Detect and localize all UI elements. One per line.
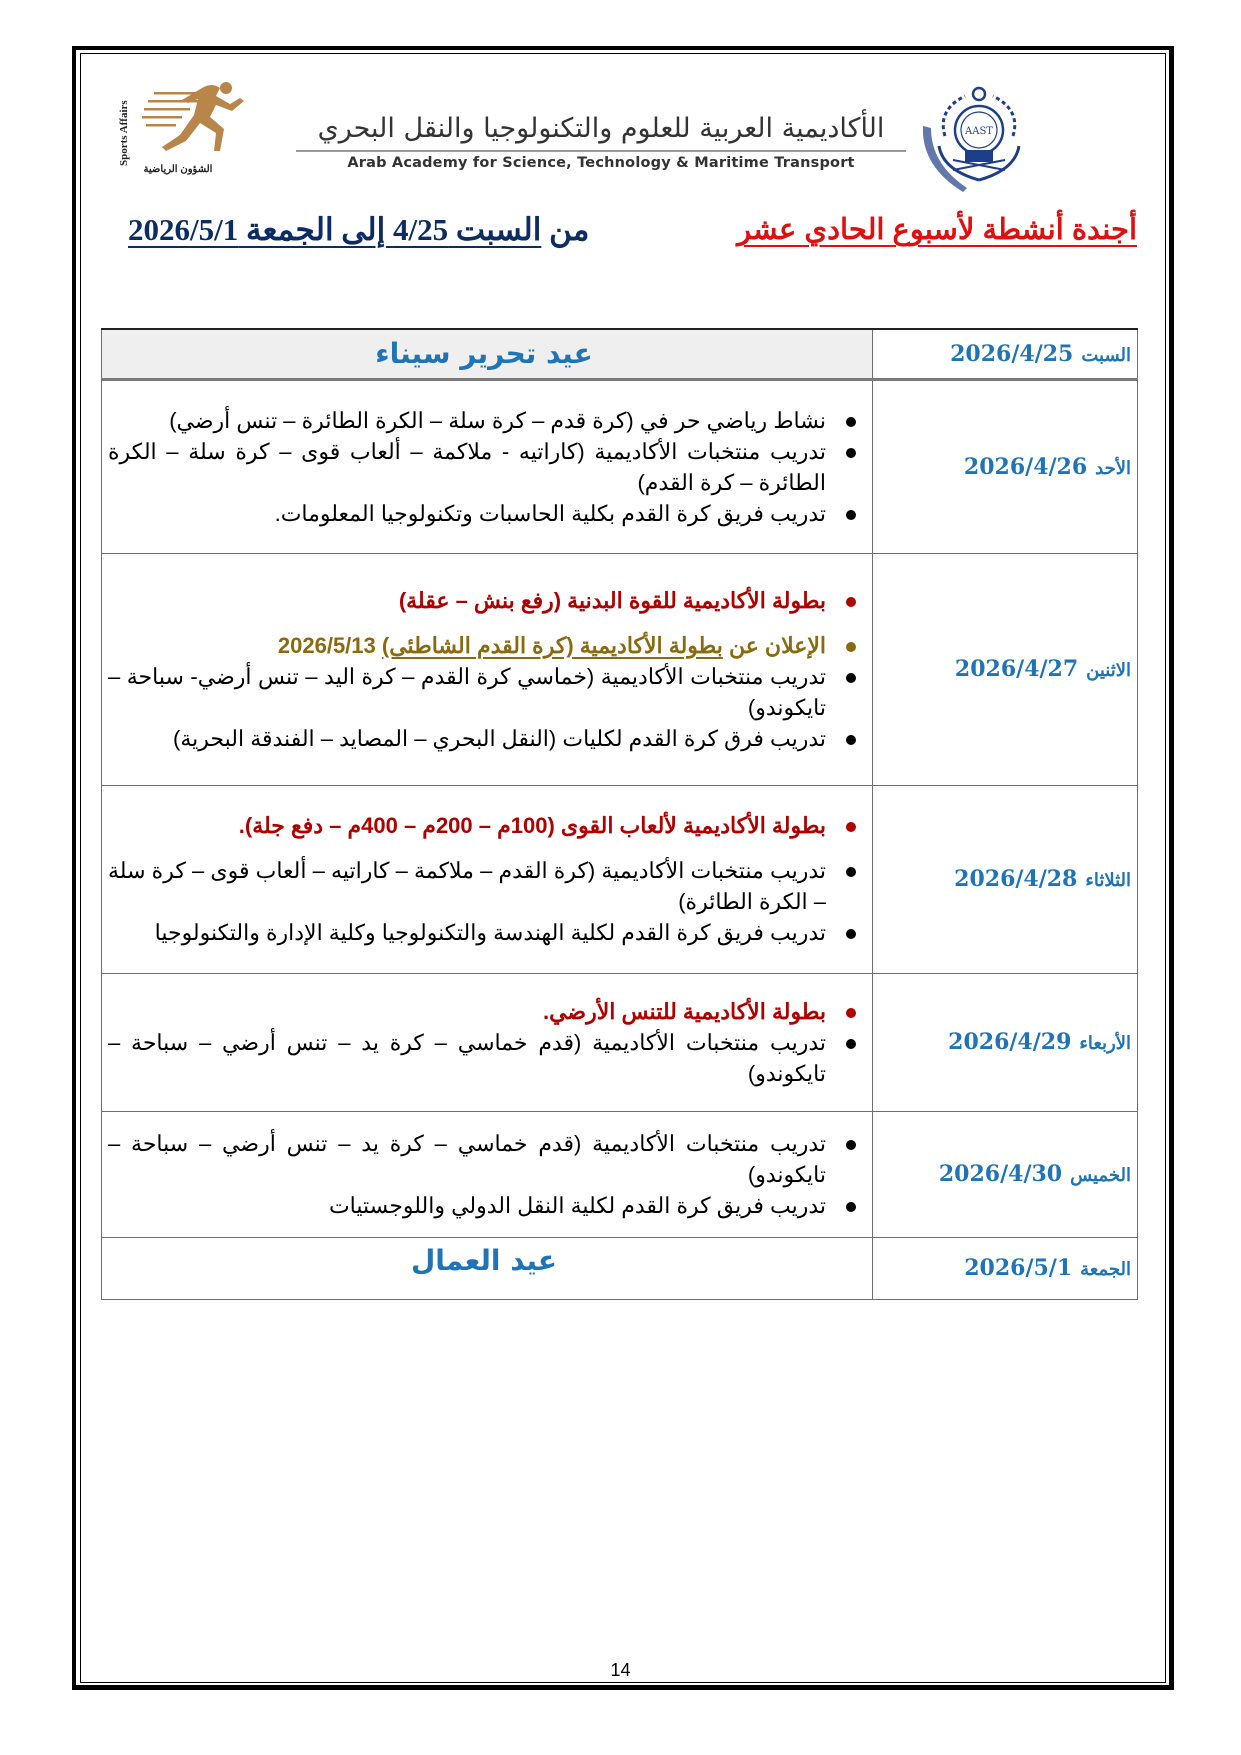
academy-emblem-icon xyxy=(915,86,1035,198)
activities-cell xyxy=(102,379,873,553)
holiday-cell: عيد العمال xyxy=(102,1237,873,1299)
schedule-row-saturday xyxy=(102,329,1138,379)
activities-cell xyxy=(102,1111,873,1237)
date-range-prefix: من xyxy=(541,212,590,247)
day-cell xyxy=(873,1111,1138,1237)
announcement-prefix: الإعلان عن xyxy=(722,632,826,658)
day-name: الأحد xyxy=(1095,457,1131,479)
day-date: 2026/4/30 xyxy=(938,1161,1063,1187)
activity-item: تدريب فريق كرة القدم بكلية الحاسبات وتكنولوجيا المعلومات. xyxy=(108,498,826,529)
schedule-row-sunday xyxy=(102,379,1138,553)
academy-name-en: Arab Academy for Science, Technology & Maritime Transport xyxy=(347,155,855,171)
activity-item: تدريب منتخبات الأكاديمية (كرة القدم – ملاكمة – كاراتيه – ألعاب قوى – كرة سلة – الكرة الطائرة) xyxy=(108,855,826,917)
day-date: 2026/4/27 xyxy=(954,656,1079,682)
day-name: الجمعة xyxy=(1080,1259,1131,1280)
activity-list xyxy=(108,1128,860,1221)
championship-item: بطولة الأكاديمية للتنس الأرضي. xyxy=(108,996,826,1027)
svg-text:AAST: AAST xyxy=(965,126,993,137)
schedule-row-monday xyxy=(102,553,1138,785)
schedule-row-thursday xyxy=(102,1111,1138,1237)
day-cell xyxy=(873,973,1138,1111)
activity-item: تدريب فرق كرة القدم لكليات (النقل البحري – المصايد – الفندقة البحرية) xyxy=(108,723,826,754)
runner-icon xyxy=(132,78,272,168)
activity-item: نشاط رياضي حر في (كرة قدم – كرة سلة – الكرة الطائرة – تنس أرضي) xyxy=(108,405,826,436)
activity-list xyxy=(108,996,860,1089)
date-range-from: السبت 4/25 xyxy=(392,212,542,247)
announcement-item xyxy=(108,630,826,661)
academy-name-divider xyxy=(296,150,906,152)
day-name: الاثنين xyxy=(1086,660,1131,681)
schedule-row-tuesday xyxy=(102,785,1138,973)
schedule-row-wednesday xyxy=(102,973,1138,1111)
championship-item: بطولة الأكاديمية لألعاب القوى (100م – 200م – 400م – دفع جلة). xyxy=(108,810,826,841)
activity-item: تدريب فريق كرة القدم لكلية النقل الدولي واللوجستيات xyxy=(108,1190,826,1221)
activity-list xyxy=(108,405,860,529)
day-date: 2026/4/25 xyxy=(950,340,1074,367)
day-date: 2026/5/1 xyxy=(964,1255,1073,1281)
sports-affairs-label-en: Sports Affairs xyxy=(118,100,130,166)
activities-cell xyxy=(102,785,873,973)
day-date: 2026/4/26 xyxy=(963,453,1088,480)
day-name: الخميس xyxy=(1070,1165,1131,1186)
day-name: السبت xyxy=(1081,344,1131,366)
date-range-to: إلى الجمعة 2026/5/1 xyxy=(128,212,393,247)
activity-list xyxy=(108,585,860,754)
activity-item: تدريب منتخبات الأكاديمية (خماسي كرة القدم – كرة اليد – تنس أرضي- سباحة – تايكوندو) xyxy=(108,661,826,723)
announcement-link-text: بطولة الأكاديمية (كرة القدم الشاطئى) xyxy=(381,632,723,658)
championship-item: بطولة الأكاديمية للقوة البدنية (رفع بنش – عقلة) xyxy=(108,585,826,616)
agenda-date-range xyxy=(128,212,589,248)
day-cell xyxy=(873,785,1138,973)
day-cell xyxy=(873,329,1138,379)
agenda-title: أجندة أنشطة لأسبوع الحادي عشر xyxy=(737,214,1137,246)
activity-list xyxy=(108,810,860,948)
announcement-date: 2026/5/13 xyxy=(277,632,382,658)
day-name: الأربعاء xyxy=(1079,1033,1131,1054)
day-name: الثلاثاء xyxy=(1085,870,1131,891)
activity-item: تدريب منتخبات الأكاديمية (قدم خماسي – كرة يد – تنس أرضي – سباحة – تايكوندو) xyxy=(108,1128,826,1190)
weekly-schedule-table xyxy=(101,328,1138,1300)
page-number: 14 xyxy=(610,1660,631,1680)
holiday-cell: عيد تحرير سيناء xyxy=(102,329,873,379)
day-cell xyxy=(873,553,1138,785)
activities-cell xyxy=(102,553,873,785)
academy-name-block xyxy=(290,112,912,178)
activity-item: تدريب منتخبات الأكاديمية (قدم خماسي – كرة يد – تنس أرضي – سباحة – تايكوندو) xyxy=(108,1027,826,1089)
academy-name-ar: الأكاديمية العربية للعلوم والتكنولوجيا والنقل البحري xyxy=(317,113,885,144)
schedule-row-friday xyxy=(102,1237,1138,1299)
day-date: 2026/4/28 xyxy=(954,866,1078,892)
sports-affairs-logo xyxy=(118,78,258,178)
sports-affairs-label-ar: الشؤون الرياضية xyxy=(143,164,213,175)
day-cell xyxy=(873,1237,1138,1299)
activities-cell xyxy=(102,973,873,1111)
activity-item: تدريب فريق كرة القدم لكلية الهندسة والتكنولوجيا وكلية الإدارة والتكنولوجيا xyxy=(108,917,826,948)
day-cell xyxy=(873,379,1138,553)
day-date: 2026/4/29 xyxy=(948,1029,1072,1055)
activity-item: تدريب منتخبات الأكاديمية (كاراتيه - ملاكمة – ألعاب قوى – كرة سلة – الكرة الطائرة – كرة القدم) xyxy=(108,436,826,498)
